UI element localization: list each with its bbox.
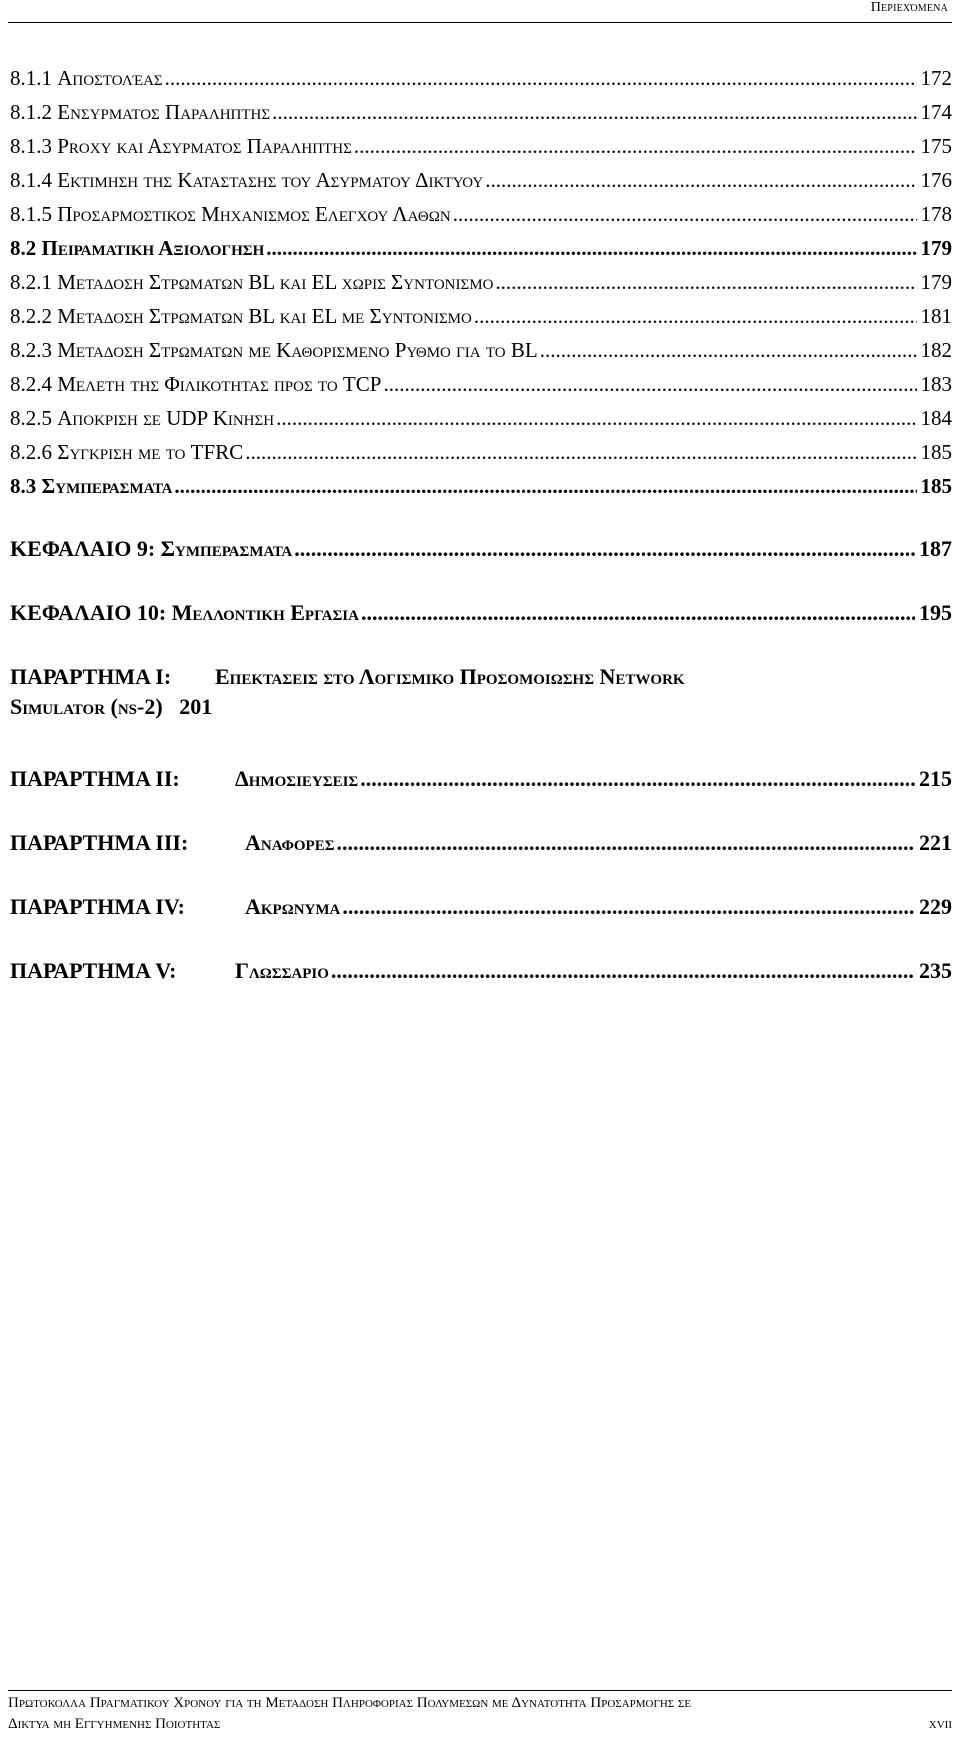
toc-entry-number: 8.2.6 — [10, 440, 52, 464]
toc-entry-page: 185 — [920, 474, 952, 498]
appendix-label: ΠΑΡΑΡΤΗΜΑ IV: — [10, 894, 186, 919]
toc-entry-page: 183 — [920, 372, 952, 396]
toc-entry-8-1-3[interactable] — [10, 134, 952, 159]
dot-leader — [276, 406, 916, 431]
chapter-page: 187 — [919, 536, 952, 561]
toc-entry-8-2-2[interactable] — [10, 304, 952, 329]
toc-chapter-9[interactable] — [10, 536, 952, 562]
dot-leader — [272, 100, 916, 125]
toc-entry-page: 179 — [920, 236, 952, 260]
toc-entry-page: 176 — [920, 168, 952, 192]
chapter-label: ΚΕΦΑΛΑΙΟ 10: — [10, 600, 167, 625]
chapter-title: Συμπερασματα — [160, 536, 293, 561]
dot-leader — [361, 600, 915, 626]
appendix-title: Γλωσσαριο — [235, 958, 329, 983]
toc-entry-page: 175 — [920, 134, 952, 158]
toc-entry-number: 8.1.4 — [10, 168, 52, 192]
toc-entry-title: Μελετη της Φιλικοτητας προς το TCP — [57, 372, 382, 396]
appendix-page: 201 — [179, 694, 213, 719]
toc-appendix-3[interactable] — [10, 830, 952, 856]
toc-entry-number: 8.2.5 — [10, 406, 52, 430]
dot-leader — [331, 958, 915, 984]
toc-entry-8-2-4[interactable] — [10, 372, 952, 397]
toc-entry-title: Αποστολέας — [57, 66, 163, 90]
toc-entry-8-2-3[interactable] — [10, 338, 952, 363]
toc-entry-title: Ενσυρματος Παραληπτης — [57, 100, 271, 124]
toc-chapter-10[interactable] — [10, 600, 952, 626]
toc-entry-title: Προσαρμοστικος Μηχανισμος Ελεγχου Λαθων — [57, 202, 451, 226]
toc-entry-title: Proxy και Ασυρματος Παραληπτης — [57, 134, 352, 158]
toc-entry-page: 181 — [920, 304, 952, 328]
toc-appendix-4[interactable] — [10, 894, 952, 920]
toc-entry-8-2-6[interactable] — [10, 440, 952, 465]
toc-entry-number: 8.2 — [10, 236, 37, 260]
footer-title-line2: Δικτυα μη Εγγυημενης Ποιοτητας — [8, 1716, 221, 1732]
appendix-label: ΠΑΡΑΡΤΗΜΑ II: — [10, 766, 180, 791]
chapter-title: Μελλοντικη Εργασια — [171, 600, 359, 625]
toc-entry-number: 8.2.1 — [10, 270, 52, 294]
toc-entry-number: 8.1.2 — [10, 100, 52, 124]
dot-leader — [485, 168, 916, 193]
toc-entry-page: 172 — [920, 66, 952, 90]
toc-entry-title: Μεταδοση Στρωματων με Καθορισμενο Ρυθμο για το BL — [57, 338, 538, 362]
appendix-title: Δημοσιευσεις — [235, 766, 359, 791]
dot-leader — [266, 236, 916, 261]
toc-entry-8-2-5[interactable] — [10, 406, 952, 431]
chapter-label: ΚΕΦΑΛΑΙΟ 9: — [10, 536, 156, 561]
dot-leader — [245, 440, 916, 465]
appendix-title: Ακρωνυμα — [245, 894, 341, 919]
dot-leader — [383, 372, 916, 397]
page-number: xvii — [928, 1716, 952, 1732]
dot-leader — [474, 304, 917, 329]
toc-entry-number: 8.2.3 — [10, 338, 52, 362]
dot-leader — [354, 134, 917, 159]
toc-entry-8-3[interactable] — [10, 474, 952, 499]
dot-leader — [165, 66, 917, 91]
dot-leader — [174, 474, 916, 499]
footer-title-line1: Πρωτοκολλα Πραγματικου Χρονου για τη Μεταδοση Πληροφοριας Πολυμεσων με Δυνατοτητα Προσαρμογης σε — [8, 1695, 692, 1711]
appendix-label: ΠΑΡΑΡΤΗΜΑ V: — [10, 958, 177, 983]
toc-entry-number: 8.1.1 — [10, 66, 52, 90]
toc-entry-number: 8.2.4 — [10, 372, 52, 396]
toc-entry-page: 184 — [920, 406, 952, 430]
dot-leader — [337, 830, 915, 856]
appendix-title-line1: Επεκτασεις στο Λογισμικο Προσομοιωσης Network — [215, 664, 685, 689]
toc-entry-title: Συγκριση με το TFRC — [57, 440, 244, 464]
toc-entry-8-1-2[interactable] — [10, 100, 952, 125]
toc-entry-page: 178 — [920, 202, 952, 226]
toc-entry-title: Μεταδοση Στρωματων BL και EL χωρις Συντονισμο — [57, 270, 494, 294]
toc-entry-number: 8.1.5 — [10, 202, 52, 226]
running-header: Περιεχόμενα — [870, 0, 948, 15]
appendix-title-line2: Simulator (ns-2) — [10, 694, 163, 719]
appendix-title: Αναφορες — [245, 830, 335, 855]
toc-entry-title: Συμπερασματα — [41, 474, 173, 498]
toc-entry-title: Πειραματικη Αξιολογηση — [41, 236, 265, 260]
toc-entry-page: 174 — [920, 100, 952, 124]
toc-appendix-2[interactable] — [10, 766, 952, 792]
toc-entry-8-1-4[interactable] — [10, 168, 952, 193]
chapter-page: 195 — [919, 600, 952, 625]
dot-leader — [495, 270, 916, 295]
toc-appendix-1[interactable] — [10, 664, 952, 720]
toc-entry-title: Εκτιμηση της Καταστασης του Ασυρματου Δικτυου — [57, 168, 484, 192]
toc-entry-title: Αποκριση σε UDP Κινηση — [57, 406, 275, 430]
header-rule — [8, 22, 952, 23]
dot-leader — [360, 766, 915, 792]
toc-entry-title: Μεταδοση Στρωματων BL και EL με Συντονισμο — [57, 304, 472, 328]
toc-appendix-5[interactable] — [10, 958, 952, 984]
dot-leader — [540, 338, 917, 363]
dot-leader — [342, 894, 915, 920]
appendix-page: 235 — [919, 958, 952, 983]
running-footer — [8, 1690, 952, 1733]
appendix-page: 215 — [919, 766, 952, 791]
dot-leader — [453, 202, 917, 227]
toc-entry-page: 185 — [920, 440, 952, 464]
appendix-label: ΠΑΡΑΡΤΗΜΑ I: — [10, 664, 172, 689]
toc-entry-8-1-5[interactable] — [10, 202, 952, 227]
toc-entry-number: 8.2.2 — [10, 304, 52, 328]
appendix-page: 229 — [919, 894, 952, 919]
toc-entry-number: 8.3 — [10, 474, 37, 498]
toc-entry-8-1-1[interactable] — [10, 66, 952, 91]
dot-leader — [294, 536, 915, 562]
toc-entry-number: 8.1.3 — [10, 134, 52, 158]
toc-entry-8-2-1[interactable] — [10, 270, 952, 295]
appendix-page: 221 — [919, 830, 952, 855]
toc-entry-page: 182 — [920, 338, 952, 362]
toc-entry-page: 179 — [920, 270, 952, 294]
toc-entry-8-2[interactable] — [10, 236, 952, 261]
appendix-label: ΠΑΡΑΡΤΗΜΑ III: — [10, 830, 189, 855]
